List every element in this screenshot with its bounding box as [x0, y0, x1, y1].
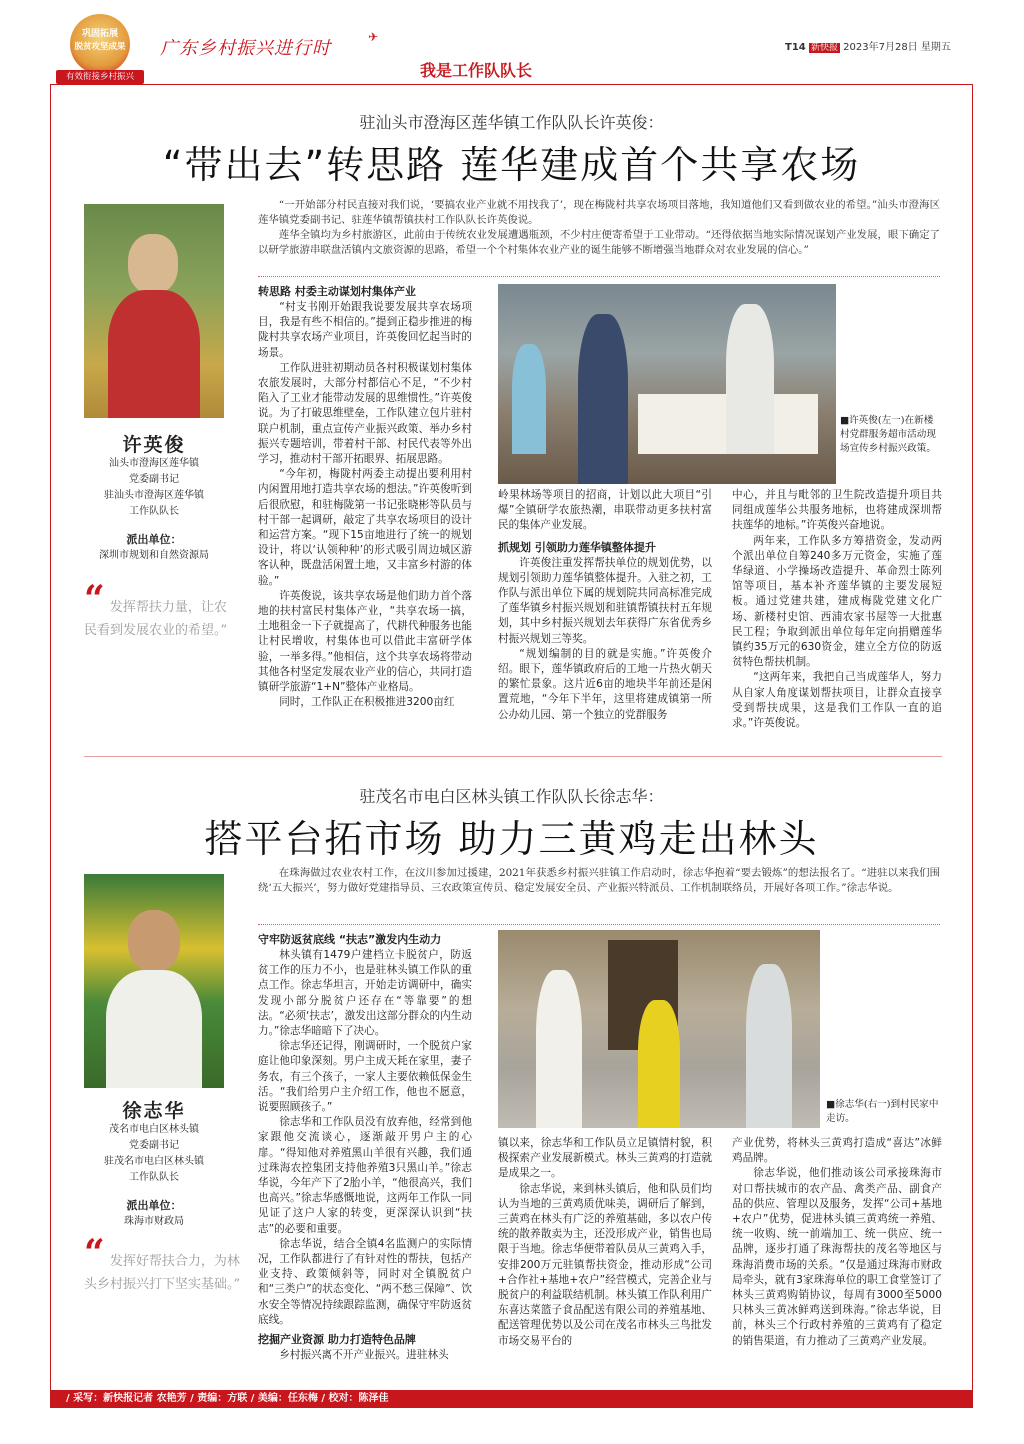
paragraph: 徐志华说，他们推动该公司承接珠海市对口帮扶城市的农产品、禽类产品、副食产品的供应、管理以及服务，发挥“公司+基地+农户”优势，促进林头镇三黄鸡统一养殖、统一收购、统一前端加工、统一供应、统一品牌，逐步打通了珠海帮扶的茂名等地区与珠海消费市场的关系。“仅是通过珠海市财政局牵头，就有3家珠海单位的职工食堂签订了林头三黄鸡购销协议，每周有3000至5000只林头三黄冰鲜鸡送到珠海。”徐志华说，目前，林头三个行政村养殖的三黄鸡有了稳定的销售渠道，有力推动了三黄鸡产业发展。 — [732, 1167, 942, 1347]
story1-person-name: 许英俊 — [122, 434, 186, 456]
story2-photo — [498, 930, 820, 1128]
story1-unit: 深圳市规划和自然资源局 — [99, 550, 209, 561]
role-line: 茂名市电白区林头镇 — [109, 1124, 199, 1135]
story1-unit-label: 派出单位： — [126, 533, 182, 546]
paragraph: “今年初，梅陇村两委主动提出要利用村内闲置用地打造共享农场的想法。”许英俊听到后很欣慰，和驻梅陇第一书记张晓彬等队员与村干部一起调研，敲定了共享农场项目的设计和运营方案。“现下15亩地进行了统一的规划设计，将以‘认领种种’的形式吸引周边城区游客认种，既盘活闲置土地，又丰富乡村游的体验。” — [258, 468, 472, 587]
story1-headline: “带出去”转思路 莲华建成首个共享农场 — [162, 143, 861, 187]
paragraph: “村支书刚开始跟我说要发展共享农场项目，我是有些不相信的。”提到正稳步推进的梅陇村共享农场产业项目，许英俊回忆起当时的场景。 — [258, 301, 472, 359]
paragraph: 工作队进驻初期动员各村积极谋划村集体农旅发展时，大部分村都信心不足，“不少村陷入了工业才能带动发展的思维惯性。”许英俊说。为了打破思维壁垒，工作队建立包片驻村联户机制，重点宣传产业振兴政策、举办乡村振兴专题培训，带着村干部、村民代表等外出学习，推动村干部开拓眼界、拓展思路。 — [258, 361, 472, 466]
lead-paragraph: 在珠海做过农业农村工作，在汶川参加过援建，2021年获悉乡村振兴驻镇工作启动时，徐志华抱着“要去锻炼”的想法报名了。“进驻以来我们围绕‘五大振兴’，努力做好党建指导员、三农政策宣传员、稳定发展安全员、产业振兴特派员、工作机制联络员，开展好各项工作。”徐志华说。 — [258, 867, 940, 894]
paragraph: 镇以来，徐志华和工作队员立足镇情村貌，积极探索产业发展新模式。林头三黄鸡的打造就是成果之一。 — [498, 1137, 712, 1180]
bird-icon: ✈ — [368, 30, 379, 44]
paragraph: 岭果林场等项目的招商，计划以此大项目“引爆”全镇研学农旅热潮，串联带动更多扶村富民的集体产业发展。 — [498, 489, 712, 532]
story2-column1 — [258, 930, 472, 1378]
story2-column3 — [732, 1136, 942, 1380]
story2-person-roles — [84, 1122, 224, 1186]
issue-weekday: 星期五 — [920, 42, 951, 53]
lead-separator — [258, 276, 940, 277]
page-header — [50, 6, 973, 84]
role-line: 汕头市澄海区莲华镇 — [109, 458, 199, 469]
portrait-body — [106, 970, 202, 1088]
footer-credits: / 采写：新快报记者 农艳芳 / 责编：方联 / 美编：任东梅 / 校对：陈泽佳 — [66, 1393, 389, 1404]
lead-paragraph: 莲华全镇均为乡村旅游区，此前由于传统农业发展遭遇瓶颈，不少村庄便寄希望于工业带动。“还得依据当地实际情况谋划产业发展，眼下确定了以研学旅游串联盘活镇内文旅资源的思路，希望一个个村集体农业产业的诞生能够不断增强当地群众对农业发展的信心。” — [258, 229, 940, 256]
paper-name: 新快报 — [810, 43, 838, 53]
story2-lead — [258, 866, 940, 896]
paragraph: 林头镇有1479户建档立卡脱贫户，防返贫工作的压力不小，也是驻林头镇工作队的重点工作。徐志华坦言，开始走访调研中，确实发现小部分脱贫户还存在“等靠要”的想法。“必须‘扶志’，激发出这部分群众的内生动力。”徐志华暗暗下了决心。 — [258, 949, 472, 1038]
subheading: 转思路 村委主动谋划村集体产业 — [258, 285, 416, 298]
story2-photo-caption: ■徐志华(右一)到村民家中走访。 — [826, 1099, 939, 1124]
story1-column3 — [732, 488, 942, 744]
story2-column2 — [498, 1136, 712, 1380]
paragraph: 乡村振兴离不开产业振兴。进驻林头 — [279, 1349, 449, 1362]
lead-separator — [258, 924, 940, 925]
paragraph: 同时，工作队正在积极推进3200亩红 — [279, 696, 455, 709]
paragraph: 两年来，工作队多方筹措资金，发动两个派出单位自筹240多万元资金，实施了莲华绿道、小学操场改造提升、革命烈士陈列馆等项目，基本补齐莲华镇的主要发展短板。通过党建共建，建成梅陇党建文化广场、新楼村史馆、西浦农家书屋等一大批惠民工程；争取到派出单位每年定向捐赠莲华镇约35万元的630资金，建立全方位的防返贫特色帮扶机制。 — [732, 534, 942, 669]
photo-person — [746, 964, 792, 1128]
quote-text: 发挥帮扶力量，让农民看到发展农业的希望。” — [84, 600, 228, 638]
story-divider — [84, 756, 942, 757]
footer-bar — [50, 1390, 973, 1408]
section-title: 我是工作队队长 — [420, 61, 533, 80]
subheading: 挖掘产业资源 助力打造特色品牌 — [258, 1333, 416, 1347]
paragraph: 徐志华说，来到林头镇后，他和队员们均认为当地的三黄鸡质优味美，调研后了解到，三黄鸡在林头有广泛的养殖基础，多以农户传统的散养散卖为主，还没形成产业，销售也局限于当地。徐志华便带着队员从三黄鸡入手，安排200万元驻镇帮扶资金，推动形成“公司+合作社+基地+农户”经营模式，完善企业与脱贫户的利益联结机制。林头镇工作队利用广东喜达菜篮子食品配送有限公司的养殖基地、配送管理优势以及公司在茂名市林头三鸟批发市场交易平台的 — [498, 1182, 712, 1347]
story1-lead — [258, 198, 940, 258]
paragraph: 产业优势，将林头三黄鸡打造成“喜达”冰鲜鸡品牌。 — [732, 1137, 942, 1165]
issue-date: 2023年7月28日 — [843, 42, 918, 53]
portrait-body — [108, 290, 200, 418]
portrait-figure — [128, 910, 180, 972]
photo-person — [512, 344, 546, 454]
role-line: 党委副书记 — [129, 474, 179, 485]
badge-top-text: 巩固拓展 — [81, 29, 118, 39]
paragraph: 徐志华和工作队员没有放弃他，经常到他家跟他交流谈心，逐渐敲开男户主的心扉。“得知他对养殖黑山羊很有兴趣，我们通过珠海农控集团支持他养殖3只黑山羊。”徐志华说，今年产下了2胎小羊，“他很高兴，我们也高兴。”徐志华感慨地说，这两年工作队一同见证了这户人家的转变，更深深认识到“扶志”的必要和重要。 — [258, 1116, 472, 1235]
photo-person — [726, 304, 774, 454]
role-line: 工作队队长 — [129, 506, 179, 517]
story1-column2 — [498, 488, 712, 744]
campaign-badge — [56, 14, 144, 84]
quote-mark-icon: “ — [84, 578, 105, 620]
portrait-figure — [128, 234, 178, 294]
paragraph: 许英俊注重发挥帮扶单位的规划优势，以规划引领助力莲华镇整体提升。入驻之初，工作队与派出单位下属的规划院共同高标准完成了莲华镇乡村振兴规划和驻镇帮镇扶村五年规划，其中乡村振兴规划去年获得广东省优秀乡村振兴规划三等奖。 — [498, 556, 712, 645]
photo-person — [578, 314, 628, 484]
story1-photo-caption: ■许英俊(左一)在新楼村党群服务超市活动现场宣传乡村振兴政策。 — [840, 415, 936, 454]
story2-quote — [84, 1232, 244, 1296]
badge-bottom-text: 有效衔接乡村振兴 — [56, 70, 144, 84]
paragraph: 徐志华说，结合全镇4名监测户的实际情况，工作队都进行了有针对性的帮扶，包括产业支持、政策倾斜等，同时对全镇脱贫户和“三类户”的状态变化、“两不愁三保障”、饮水安全等情况持续跟踪监测，确保守牢防返贫底线。 — [258, 1237, 472, 1326]
role-line: 工作队队长 — [129, 1172, 179, 1183]
role-line: 党委副书记 — [129, 1140, 179, 1151]
photo-person — [638, 1000, 680, 1128]
role-line: 驻汕头市澄海区莲华镇 — [104, 490, 204, 501]
paragraph: 中心，并且与毗邻的卫生院改造提升项目共同组成莲华公共服务地标，也将建成深圳帮扶莲华的地标。”许英俊兴奋地说。 — [732, 489, 942, 532]
story2-unit-label: 派出单位： — [126, 1199, 182, 1212]
paragraph: 徐志华还记得，刚调研时，一个脱贫户家庭让他印象深刻。男户主成天耗在家里，妻子务农，有三个孩子，一家人主要依赖低保金生活。“我们给男户主介绍工作，他也不愿意，说要照顾孩子。” — [258, 1040, 472, 1114]
story1-photo — [498, 284, 836, 484]
badge-mid-text: 脱贫攻坚成果 — [74, 42, 126, 52]
role-line: 驻茂名市电白区林头镇 — [104, 1156, 204, 1167]
story2-headline: 搭平台拓市场 助力三黄鸡走出林头 — [204, 817, 819, 861]
story1-column1 — [258, 282, 472, 742]
story1-portrait — [84, 204, 224, 418]
paragraph: “这两年来，我把自己当成莲华人，努力从自家人角度谋划帮扶项目，让群众直接享受到帮扶成果，这是我们工作队一直的追求。”许英俊说。 — [732, 671, 942, 730]
campaign-title: 广东乡村振兴进行时 — [160, 38, 331, 59]
subheading: 守牢防返贫底线 “扶志”激发内生动力 — [258, 933, 442, 946]
quote-text: 发挥好帮扶合力，为林头乡村振兴打下坚实基础。” — [84, 1254, 241, 1292]
quote-mark-icon: “ — [84, 1232, 105, 1274]
subheading: 抓规划 引领助力莲华镇整体提升 — [498, 540, 656, 554]
paragraph: 许英俊说，该共享农场是他们助力首个落地的扶村富民村集体产业，“共享农场一搞，土地租金一下子就提高了，代耕代种服务也能让村民增收，村集体也可以借此丰富研学体验，一举多得。”他相信，这个共享农场将带动其他各村坚定发展农业产业的信心，共同打造镇研学旅游“1+N”整体产业格局。 — [258, 589, 472, 694]
page-info — [785, 38, 973, 53]
story2-portrait — [84, 874, 224, 1088]
photo-person — [536, 970, 582, 1128]
story2-kicker: 驻茂名市电白区林头镇工作队队长徐志华： — [359, 787, 664, 806]
story2-person-name: 徐志华 — [122, 1100, 186, 1122]
page-number: T14 — [785, 42, 806, 53]
story2-unit: 珠海市财政局 — [124, 1216, 184, 1227]
story1-kicker: 驻汕头市澄海区莲华镇工作队队长许英俊： — [359, 113, 664, 132]
lead-paragraph: “一开始部分村民直接对我们说，‘要搞农业产业就不用找我了’，现在梅陇村共享农场项目落地，我知道他们又看到做农业的希望。”汕头市澄海区莲华镇党委副书记、驻莲华镇帮镇扶村工作队队长许英俊说。 — [258, 199, 940, 226]
story1-quote — [84, 578, 236, 642]
story1-person-roles — [84, 456, 224, 520]
paragraph: “规划编制的目的就是实施。”许英俊介绍。眼下，莲华镇政府后的工地一片热火朝天的繁忙景象。这片近6亩的地块半年前还是闲置荒地，“今年下半年，这里将建成镇第一所公办幼儿园、第一个独立的党群服务 — [498, 647, 712, 721]
